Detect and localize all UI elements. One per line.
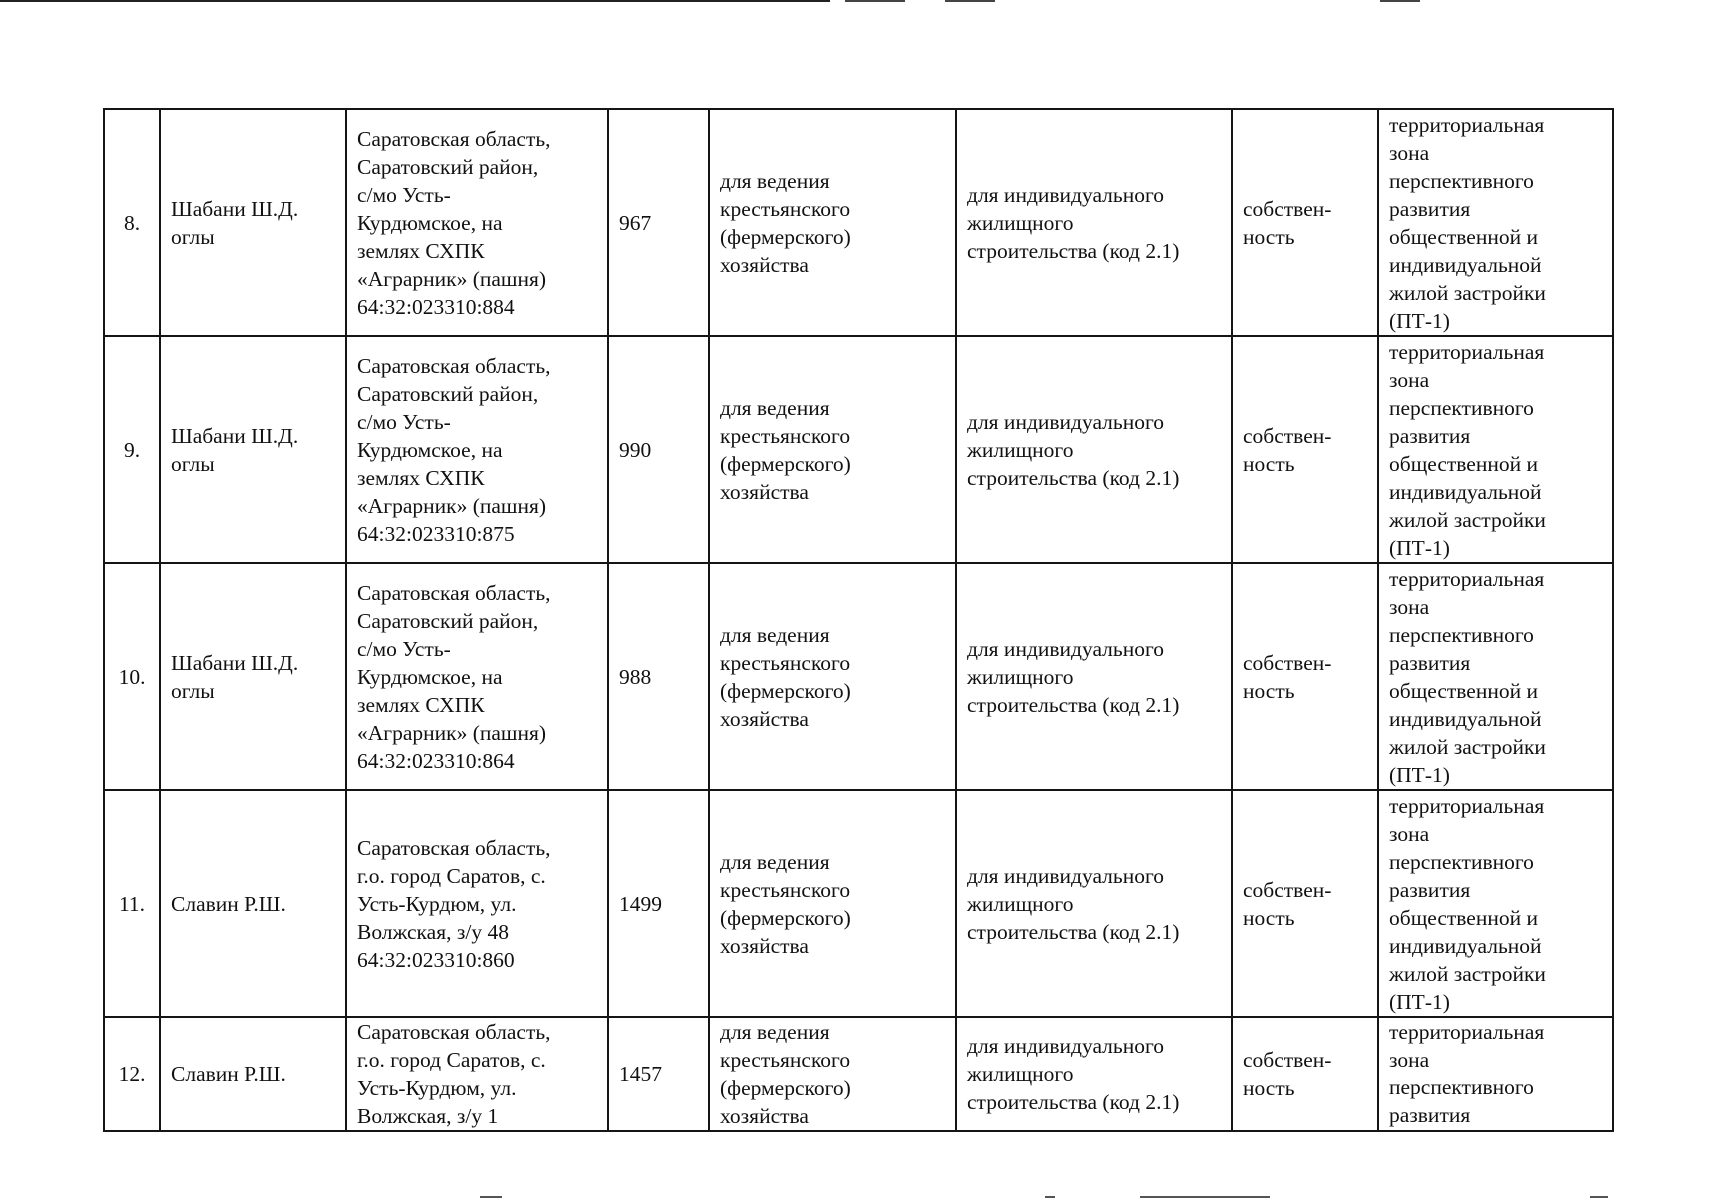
requested-use-line: жилищного	[967, 664, 1074, 689]
territorial-zone-line: перспективного	[1389, 169, 1534, 193]
territorial-zone-cell	[1378, 1017, 1613, 1131]
area-cell: 990	[608, 336, 709, 563]
current-use-line: для ведения	[720, 395, 830, 420]
current-use-line: для ведения	[720, 622, 830, 647]
requested-use-line: жилищного	[967, 437, 1074, 462]
current-use-line: хозяйства	[720, 252, 809, 277]
territorial-zone-cell	[1378, 109, 1613, 336]
top-scan-mark	[1380, 0, 1420, 2]
current-use-cell	[709, 109, 956, 336]
current-use-line: хозяйства	[720, 1104, 809, 1128]
right-type-line: собствен-	[1243, 1048, 1332, 1072]
address-line: землях СХПК	[357, 692, 485, 717]
owner-line: оглы	[171, 451, 215, 476]
right-type-cell	[1232, 563, 1378, 790]
requested-use-line: для индивидуального	[967, 863, 1165, 888]
territorial-zone-line: территориальная	[1389, 1020, 1545, 1044]
current-use-line: крестьянского	[720, 196, 851, 221]
territorial-zone-line: развития	[1389, 197, 1471, 221]
address-line: Усть-Курдюм, ул.	[357, 891, 517, 916]
address-line: «Аграрник» (пашня)	[357, 720, 547, 745]
requested-use-cell	[956, 336, 1232, 563]
territorial-zone-line: территориальная	[1389, 794, 1545, 818]
right-type-cell	[1232, 336, 1378, 563]
territorial-zone-line: зона	[1389, 368, 1430, 392]
current-use-cell	[709, 336, 956, 563]
current-use-line: для ведения	[720, 168, 830, 193]
address-cell	[346, 563, 608, 790]
address-line: с/мо Усть-	[357, 182, 451, 207]
address-line: 64:32:023310:864	[357, 748, 515, 773]
territorial-zone-line: перспективного	[1389, 850, 1534, 874]
territorial-zone-cell	[1378, 563, 1613, 790]
right-type-cell	[1232, 1017, 1378, 1131]
owner-cell	[160, 1017, 346, 1131]
area-cell: 1457	[608, 1017, 709, 1131]
territorial-zone-line: общественной и	[1389, 225, 1538, 249]
address-line: Усть-Курдюм, ул.	[357, 1076, 517, 1100]
owner-line: оглы	[171, 678, 215, 703]
row-number-cell: 9.	[104, 336, 160, 563]
requested-use-line: строительства (код 2.1)	[967, 238, 1180, 263]
territorial-zone-line: развития	[1389, 424, 1471, 448]
territorial-zone-line: территориальная	[1389, 567, 1545, 591]
address-line: Саратовский район,	[357, 154, 539, 179]
address-line: Курдюмское, на	[357, 210, 503, 235]
requested-use-line: строительства (код 2.1)	[967, 919, 1180, 944]
territorial-zone-line: индивидуальной	[1389, 253, 1542, 277]
territorial-zone-line: общественной и	[1389, 452, 1538, 476]
current-use-cell	[709, 790, 956, 1017]
right-type-line: ность	[1243, 224, 1295, 249]
requested-use-line: строительства (код 2.1)	[967, 1090, 1180, 1114]
address-line: Саратовский район,	[357, 608, 539, 633]
right-type-line: ность	[1243, 451, 1295, 476]
right-type-line: собствен-	[1243, 196, 1332, 221]
table-row	[104, 1017, 1613, 1131]
right-type-line: собствен-	[1243, 423, 1332, 448]
address-cell	[346, 1017, 608, 1131]
right-type-line: собствен-	[1243, 650, 1332, 675]
requested-use-cell	[956, 563, 1232, 790]
territorial-zone-line: жилой застройки	[1389, 735, 1546, 759]
row-number-cell: 8.	[104, 109, 160, 336]
bottom-scan-mark	[480, 1196, 502, 1198]
area-cell: 1499	[608, 790, 709, 1017]
table-row	[104, 563, 1613, 790]
territorial-zone-line: жилой застройки	[1389, 962, 1546, 986]
address-cell	[346, 336, 608, 563]
top-scan-mark	[845, 0, 905, 2]
owner-line: оглы	[171, 224, 215, 249]
current-use-line: (фермерского)	[720, 451, 851, 476]
address-line: Волжская, з/у 1	[357, 1104, 499, 1128]
territorial-zone-line: зона	[1389, 595, 1430, 619]
current-use-cell	[709, 1017, 956, 1131]
territorial-zone-line: развития	[1389, 878, 1471, 902]
owner-cell	[160, 336, 346, 563]
address-line: г.о. город Саратов, с.	[357, 1048, 546, 1072]
bottom-scan-mark	[1140, 1196, 1270, 1198]
territorial-zone-line: жилой застройки	[1389, 508, 1546, 532]
territorial-zone-line: развития	[1389, 651, 1471, 675]
requested-use-cell	[956, 109, 1232, 336]
territorial-zone-line: перспективного	[1389, 623, 1534, 647]
right-type-line: ность	[1243, 1076, 1295, 1100]
right-type-cell	[1232, 790, 1378, 1017]
address-cell	[346, 109, 608, 336]
current-use-line: крестьянского	[720, 877, 851, 902]
owner-line: Шабани Ш.Д.	[171, 423, 299, 448]
address-line: Волжская, з/у 48	[357, 919, 509, 944]
address-line: Курдюмское, на	[357, 437, 503, 462]
current-use-line: хозяйства	[720, 933, 809, 958]
row-number-cell: 12.	[104, 1017, 160, 1131]
territorial-zone-line: (ПТ-1)	[1389, 990, 1450, 1014]
territorial-zone-line: перспективного	[1389, 1075, 1534, 1099]
current-use-line: для ведения	[720, 1020, 830, 1044]
territorial-zone-line: зона	[1389, 1047, 1430, 1072]
territorial-zone-line: зона	[1389, 141, 1430, 165]
address-line: землях СХПК	[357, 465, 485, 490]
current-use-line: крестьянского	[720, 1048, 851, 1072]
territorial-zone-line: перспективного	[1389, 396, 1534, 420]
territorial-zone-line: (ПТ-1)	[1389, 536, 1450, 560]
requested-use-line: для индивидуального	[967, 636, 1165, 661]
address-line: Саратовская область,	[357, 580, 551, 605]
current-use-line: хозяйства	[720, 479, 809, 504]
address-line: «Аграрник» (пашня)	[357, 266, 547, 291]
territorial-zone-line: развития	[1389, 1102, 1471, 1127]
address-line: «Аграрник» (пашня)	[357, 493, 547, 518]
requested-use-line: для индивидуального	[967, 409, 1165, 434]
territorial-zone-line: общественной и	[1389, 906, 1538, 930]
owner-line: Славин Р.Ш.	[171, 891, 286, 916]
territorial-zone-line: индивидуальной	[1389, 934, 1542, 958]
address-cell	[346, 790, 608, 1017]
top-scan-mark	[945, 0, 995, 2]
territorial-zone-line: общественной и	[1389, 679, 1538, 703]
right-type-line: ность	[1243, 678, 1295, 703]
owner-cell	[160, 109, 346, 336]
address-line: Курдюмское, на	[357, 664, 503, 689]
territorial-zone-line: жилой застройки	[1389, 281, 1546, 305]
requested-use-cell	[956, 790, 1232, 1017]
territorial-zone-line: территориальная	[1389, 113, 1545, 137]
territorial-zone-line: индивидуальной	[1389, 480, 1542, 504]
requested-use-line: жилищного	[967, 1062, 1074, 1086]
owner-cell	[160, 790, 346, 1017]
address-line: землях СХПК	[357, 238, 485, 263]
table-row	[104, 790, 1613, 1017]
area-cell: 988	[608, 563, 709, 790]
requested-use-line: жилищного	[967, 210, 1074, 235]
table-body	[104, 109, 1613, 1131]
address-line: Саратовская область,	[357, 1020, 551, 1044]
bottom-scan-mark	[1045, 1196, 1055, 1198]
row-number-cell: 10.	[104, 563, 160, 790]
territorial-zone-line: территориальная	[1389, 340, 1545, 364]
owner-line: Шабани Ш.Д.	[171, 650, 299, 675]
territorial-zone-line: индивидуальной	[1389, 707, 1542, 731]
current-use-line: (фермерского)	[720, 1076, 851, 1100]
current-use-line: (фермерского)	[720, 905, 851, 930]
row-number-cell: 11.	[104, 790, 160, 1017]
address-line: 64:32:023310:875	[357, 521, 515, 546]
top-border-line	[0, 0, 830, 2]
area-cell: 967	[608, 109, 709, 336]
territorial-zone-cell	[1378, 790, 1613, 1017]
address-line: 64:32:023310:860	[357, 947, 515, 972]
address-line: г.о. город Саратов, с.	[357, 863, 546, 888]
current-use-line: крестьянского	[720, 423, 851, 448]
owner-line: Славин Р.Ш.	[171, 1062, 286, 1086]
requested-use-line: строительства (код 2.1)	[967, 465, 1180, 490]
owner-line: Шабани Ш.Д.	[171, 196, 299, 221]
table-row	[104, 336, 1613, 563]
address-line: Саратовская область,	[357, 835, 551, 860]
territorial-zone-line: (ПТ-1)	[1389, 309, 1450, 333]
current-use-line: (фермерского)	[720, 224, 851, 249]
right-type-cell	[1232, 109, 1378, 336]
right-type-line: собствен-	[1243, 877, 1332, 902]
current-use-cell	[709, 563, 956, 790]
address-line: с/мо Усть-	[357, 409, 451, 434]
current-use-line: (фермерского)	[720, 678, 851, 703]
current-use-line: для ведения	[720, 849, 830, 874]
current-use-line: крестьянского	[720, 650, 851, 675]
requested-use-cell	[956, 1017, 1232, 1131]
address-line: Саратовская область,	[357, 353, 551, 378]
requested-use-line: жилищного	[967, 891, 1074, 916]
address-line: Саратовский район,	[357, 381, 539, 406]
owner-cell	[160, 563, 346, 790]
address-line: 64:32:023310:884	[357, 294, 515, 319]
land-plots-table	[103, 108, 1614, 1132]
territorial-zone-cell	[1378, 336, 1613, 563]
territorial-zone-line: зона	[1389, 822, 1430, 846]
bottom-scan-mark	[1590, 1196, 1608, 1198]
right-type-line: ность	[1243, 905, 1295, 930]
requested-use-line: строительства (код 2.1)	[967, 692, 1180, 717]
table-row	[104, 109, 1613, 336]
address-line: Саратовская область,	[357, 126, 551, 151]
territorial-zone-line: (ПТ-1)	[1389, 763, 1450, 787]
address-line: с/мо Усть-	[357, 636, 451, 661]
requested-use-line: для индивидуального	[967, 1034, 1165, 1058]
current-use-line: хозяйства	[720, 706, 809, 731]
requested-use-line: для индивидуального	[967, 182, 1165, 207]
